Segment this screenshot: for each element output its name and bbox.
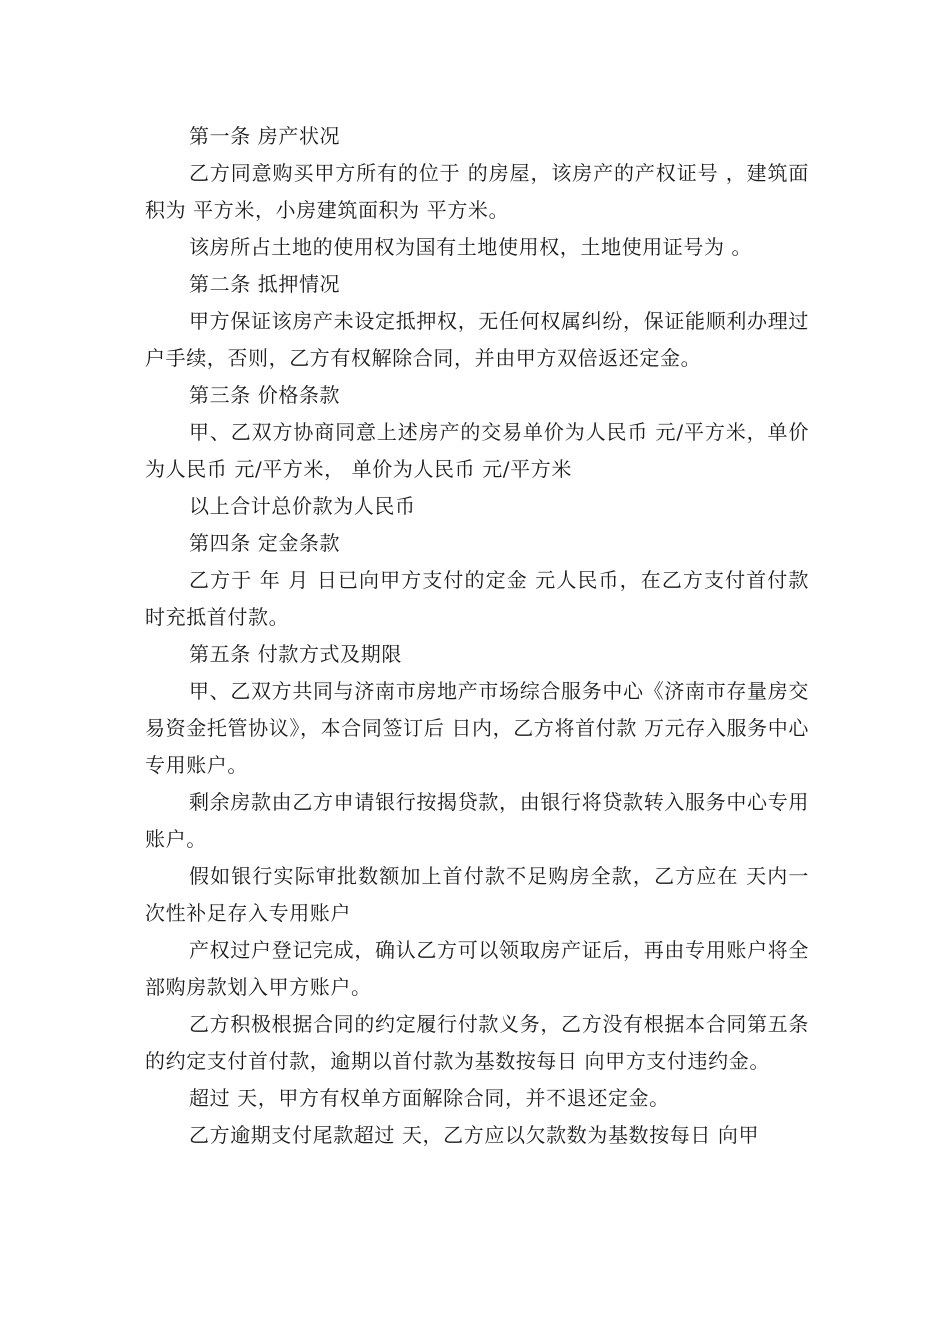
article-5-heading: 第五条 付款方式及期限 (189, 642, 402, 666)
paragraph: 乙方积极根据合同的约定履行付款义务，乙方没有根据本合同第五条的约定支付首付款，逾期以首付款为基数按每日 向甲方支付违约金。 (145, 1012, 809, 1073)
document-page (145, 118, 809, 1154)
article-3-heading: 第三条 价格条款 (189, 383, 341, 407)
paragraph: 甲、乙双方共同与济南市房地产市场综合服务中心《济南市存量房交易资金托管协议》，本合同签订后 日内，乙方将首付款 万元存入服务中心专用账户。 (145, 679, 809, 777)
paragraph: 乙方同意购买甲方所有的位于 的房屋，该房产的产权证号 ，建筑面积为 平方米，小房建筑面积为 平方米。 (145, 161, 809, 222)
paragraph: 产权过户登记完成，确认乙方可以领取房产证后，再由专用账户将全部购房款划入甲方账户。 (145, 938, 809, 999)
paragraph: 乙方逾期支付尾款超过 天，乙方应以欠款数为基数按每日 向甲 (189, 1123, 760, 1147)
article-4-heading: 第四条 定金条款 (189, 531, 341, 555)
paragraph: 假如银行实际审批数额加上首付款不足购房全款，乙方应在 天内一次性补足存入专用账户 (145, 864, 809, 925)
paragraph: 甲、乙双方协商同意上述房产的交易单价为人民币 元/平方米，单价为人民币 元/平方米， 单价为人民币 元/平方米 (145, 420, 809, 481)
paragraph: 剩余房款由乙方申请银行按揭贷款，由银行将贷款转入服务中心专用账户。 (145, 790, 809, 851)
article-1-heading: 第一条 房产状况 (189, 124, 341, 148)
paragraph: 该房所占土地的使用权为国有土地使用权，土地使用证号为 。 (189, 235, 753, 259)
article-2-heading: 第二条 抵押情况 (189, 272, 341, 296)
paragraph: 以上合计总价款为人民币 (189, 494, 416, 518)
paragraph: 乙方于 年 月 日已向甲方支付的定金 元人民币，在乙方支付首付款时充抵首付款。 (145, 568, 809, 629)
paragraph: 甲方保证该房产未设定抵押权，无任何权属纠纷，保证能顺利办理过户手续，否则，乙方有权解除合同，并由甲方双倍返还定金。 (145, 309, 809, 370)
paragraph: 超过 天，甲方有权单方面解除合同，并不退还定金。 (189, 1086, 670, 1110)
